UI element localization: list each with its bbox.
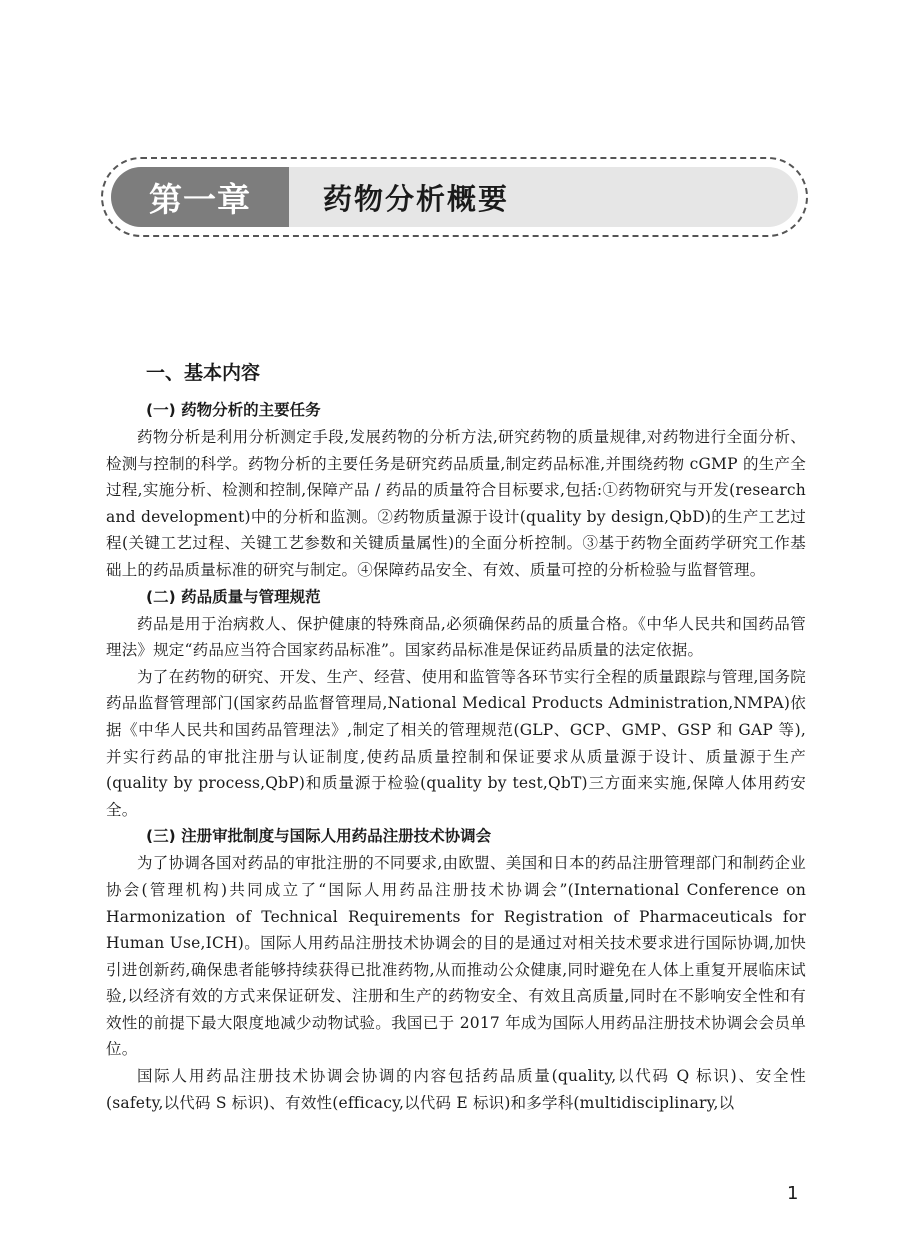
- subsection-title-1: (一) 药物分析的主要任务: [146, 401, 321, 419]
- chapter-banner-inner: [111, 167, 798, 227]
- chapter-number: 第一章: [111, 167, 289, 227]
- paragraph-1-1: 药物分析是利用分析测定手段,发展药物的分析方法,研究药物的质量规律,对药物进行全面分析、检测与控制的科学。药物分析的主要任务是研究药品质量,制定药品标准,并围绕药物 cGMP 的生产全过程,实施分析、检测和控制,保障产品 / 药品的质量符合目标要求,包括:①药物研究与开发(research and development)中的分析和监测。②药物质量源于设计(quality by design,QbD)的生产工艺过程(关键工艺过程、关键工艺参数和关键质量属性)的全面分析控制。③基于药物全面药学研究工作基础上的药品质量标准的研究与制定。④保障药品安全、有效、质量可控的分析检验与监督管理。: [106, 428, 806, 579]
- paragraph-3-1: 为了协调各国对药品的审批注册的不同要求,由欧盟、美国和日本的药品注册管理部门和制药企业协会(管理机构)共同成立了“国际人用药品注册技术协调会”(International Conference on Harmonization of Technical Requirements for Registration of Pharmaceuticals for Human Use,ICH)。国际人用药品注册技术协调会的目的是通过对相关技术要求进行国际协调,加快引进创新药,确保患者能够持续获得已批准药物,从而推动公众健康,同时避免在人体上重复开展临床试验,以经济有效的方式来保证研发、注册和生产的药物安全、有效且高质量,同时在不影响安全性和有效性的前提下最大限度地减少动物试验。我国已于 2017 年成为国际人用药品注册技术协调会会员单位。: [106, 854, 806, 1059]
- chapter-title: 药物分析概要: [323, 181, 510, 216]
- chapter-banner: [101, 157, 808, 237]
- page-number: 1: [787, 1183, 799, 1204]
- paragraph-3-2: 国际人用药品注册技术协调会协调的内容包括药品质量(quality,以代码 Q 标识)、安全性(safety,以代码 S 标识)、有效性(efficacy,以代码 E 标识)和多学科(multidisciplinary,以: [106, 1067, 806, 1112]
- section-title: 一、基本内容: [146, 362, 261, 384]
- page-content: [106, 357, 806, 1116]
- subsection-title-3: (三) 注册审批制度与国际人用药品注册技术协调会: [146, 827, 492, 846]
- paragraph-2-2: 为了在药物的研究、开发、生产、经营、使用和监管等各环节实行全程的质量跟踪与管理,国务院药品监督管理部门(国家药品监督管理局,National Medical Products Administration,NMPA)依据《中华人民共和国药品管理法》,制定了相关的管理规范(GLP、GCP、GMP、GSP 和 GAP 等),并实行药品的审批注册与认证制度,使药品质量控制和保证要求从质量源于设计、质量源于生产(quality by process,QbP)和质量源于检验(quality by test,QbT)三方面来实施,保障人体用药安全。: [106, 667, 806, 819]
- paragraph-2-1: 药品是用于治病救人、保护健康的特殊商品,必须确保药品的质量合格。《中华人民共和国药品管理法》规定“药品应当符合国家药品标准”。国家药品标准是保证药品质量的法定依据。: [106, 614, 806, 660]
- subsection-title-2: (二) 药品质量与管理规范: [146, 587, 321, 606]
